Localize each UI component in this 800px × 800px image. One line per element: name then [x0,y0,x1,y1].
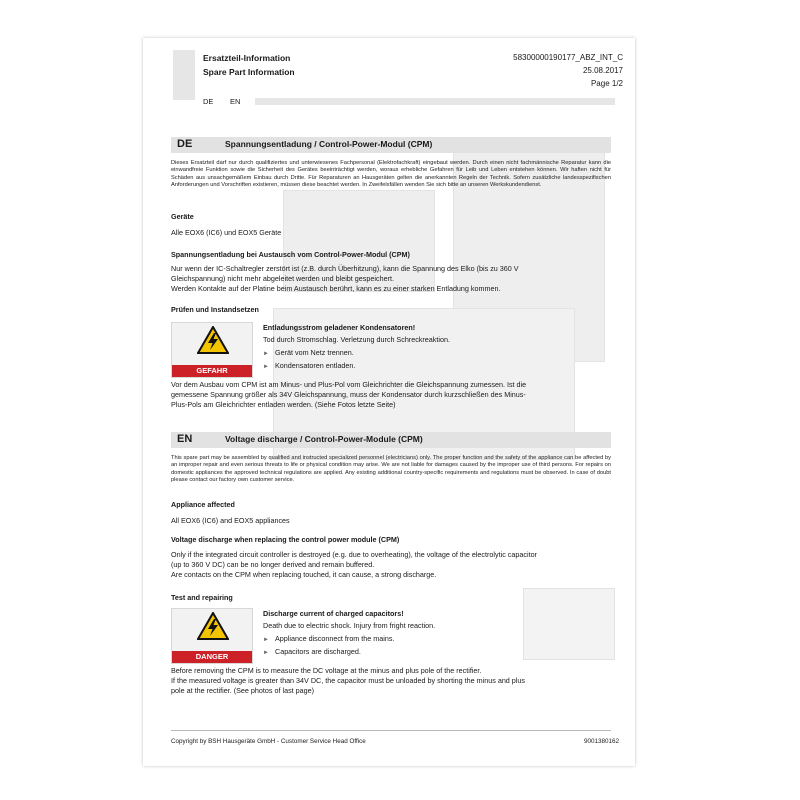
closing-line1-de: Vor dem Ausbau vom CPM ist am Minus- und Plus-Pol vom Gleichrichter die Gleichspannung zumessen. Ist die [171,380,527,389]
high-voltage-warning-icon [197,326,229,354]
warning-bullet1-en [263,634,394,643]
discharge-heading-en: Voltage discharge when replacing the control power module (CPM) [171,535,400,544]
section-bar-en [171,432,611,448]
doc-date: 25.08.2017 [582,66,623,75]
section-title-en: Voltage discharge / Control-Power-Module (CPM) [225,434,423,444]
warning-line1-de: Tod durch Stromschlag. Verletzung durch Schreckreaktion. [263,335,450,344]
devices-text-en: All EOX6 (IC6) and EOX5 appliances [171,516,290,525]
discharge-heading-de: Spannungsentladung bei Austausch vom Control-Power-Modul (CPM) [171,250,410,259]
warning-title-en: Discharge current of charged capacitors! [263,609,404,618]
closing-line1-en: Before removing the CPM is to measure the DC voltage at the minus and plus pole of the rectifier. [171,666,482,675]
page-number: Page 1/2 [590,79,623,88]
discharge-line3-en: Are contacts on the CPM when replacing touched, it can cause, a strong discharge. [171,570,437,579]
warning-bullet2-de [263,361,355,370]
high-voltage-warning-icon [197,612,229,640]
blurred-logo [173,50,195,100]
section-code-de: DE [177,138,193,150]
blurred-language-row [255,98,615,105]
devices-heading-en: Appliance affected [171,500,235,509]
test-heading-de: Prüfen und Instandsetzen [171,305,259,314]
arrow-right-icon: ► [263,351,269,357]
test-heading-en: Test and repairing [171,593,233,602]
header-title-de: Ersatzteil-Information [203,53,291,63]
header-title-en: Spare Part Information [203,67,295,77]
warning-bullet1-text-de: Gerät vom Netz trennen. [275,348,354,357]
disclaimer-de: Dieses Ersatzteil darf nur durch qualifiziertes und unterwiesenes Fachpersonal (Elektrofachkraft) eingebaut werden. Durch einen nicht fachmännische Reparatur kann die einwandfreie Funktion sowie die Sicherheit des Gerätes beeinträchtigt werden, woraus erhebliche Gefahren für Leib und Leben entstehen können. Wir haften nicht für Schäden aus unsachgemäßem Einbau durch Dritte. Für Reparaturen an Hausgeräten gelten die anerkannten Regeln der Technik. Sofern zusätzliche landesspezifischen Anforderungen und Vorschriften existieren, müssen diese beachtet werden. In Zweifelsfällen wenden Sie sich bitte an unseren Werkskundendienst. [171,160,611,189]
closing-line3-en: pole at the rectifier. (See photos of last page) [171,686,315,695]
section-bar-de [171,137,611,153]
arrow-right-icon: ► [263,364,269,370]
devices-text-de: Alle EOX6 (IC6) und EOX5 Geräte [171,228,282,237]
discharge-line3-de: Werden Kontakte auf der Platine beim Austausch berührt, kann es zu einer starken Entladung kommen. [171,284,501,293]
footer-copyright: Copyright by BSH Hausgeräte GmbH - Customer Service Head Office [171,738,366,745]
doc-number: 58300000190177_ABZ_INT_C [513,53,623,62]
danger-label-en: DANGER [172,651,252,663]
footer-doc-id: 9001380162 [583,738,619,745]
warning-bullet2-text-en: Capacitors are discharged. [275,647,361,656]
lang-en: EN [230,97,241,106]
closing-line2-en: If the measured voltage is greater than 34V DC, the capacitor must be unloaded by shorting the minus and plus [171,676,525,685]
warning-bullet1-text-en: Appliance disconnect from the mains. [275,634,395,643]
discharge-line2-de: Gleichspannung) nicht mehr abgeleitet werden und bleibt gespeichert. [171,274,394,283]
section-title-de: Spannungsentladung / Control-Power-Modul (CPM) [225,139,433,149]
warning-bullet2-text-de: Kondensatoren entladen. [275,361,356,370]
warning-line1-en: Death due to electric shock. Injury from fright reaction. [263,621,436,630]
section-code-en: EN [177,433,193,445]
discharge-line1-de: Nur wenn der IC-Schaltregler zerstört ist (z.B. durch Überhitzung), kann die Spannung des Elko (bis zu 360 V [171,264,519,273]
arrow-right-icon: ► [263,650,269,656]
arrow-right-icon: ► [263,637,269,643]
danger-label-de: GEFAHR [172,365,252,377]
lang-de: DE [203,97,214,106]
discharge-line2-en: (up to 360 V DC) can be no longer derived and remain buffered. [171,560,375,569]
document-page [143,38,635,766]
warning-sign-de [171,322,253,378]
warning-title-de: Entladungsstrom geladener Kondensatoren! [263,323,416,332]
warning-bullet2-en [263,647,361,656]
devices-heading-de: Geräte [171,212,194,221]
warning-bullet1-de [263,348,354,357]
discharge-line1-en: Only if the integrated circuit controller is destroyed (e.g. due to overheating), the voltage of the electrolytic capacitor [171,550,537,559]
footer-rule [171,730,611,731]
warning-box-de [171,322,611,378]
disclaimer-en: This spare part may be assembled by qualified and instructed specialized personnel (electricians) only. The proper function and the safety of the appliance can be affected by an improper repair and even serious threats to life or physical condition may arise. We are not liable for damages caused by the improper use of third persons. For repairs on domestic appliances the approved technical regulations are applied. Any existing additional country-specific requirements and regulations must be observed. In case of doubt please contact our factory own customer service. [171,455,611,484]
warning-box-en [171,608,611,664]
closing-line3-de: Plus-Pols am Gleichrichter entladen werden. (Siehe Fotos letzte Seite) [171,400,396,409]
closing-line2-de: gemessene Spannung größer als 34V Gleichspannung, muss der Kondensator durch kurzschließen des Minus- [171,390,526,399]
warning-sign-en [171,608,253,664]
